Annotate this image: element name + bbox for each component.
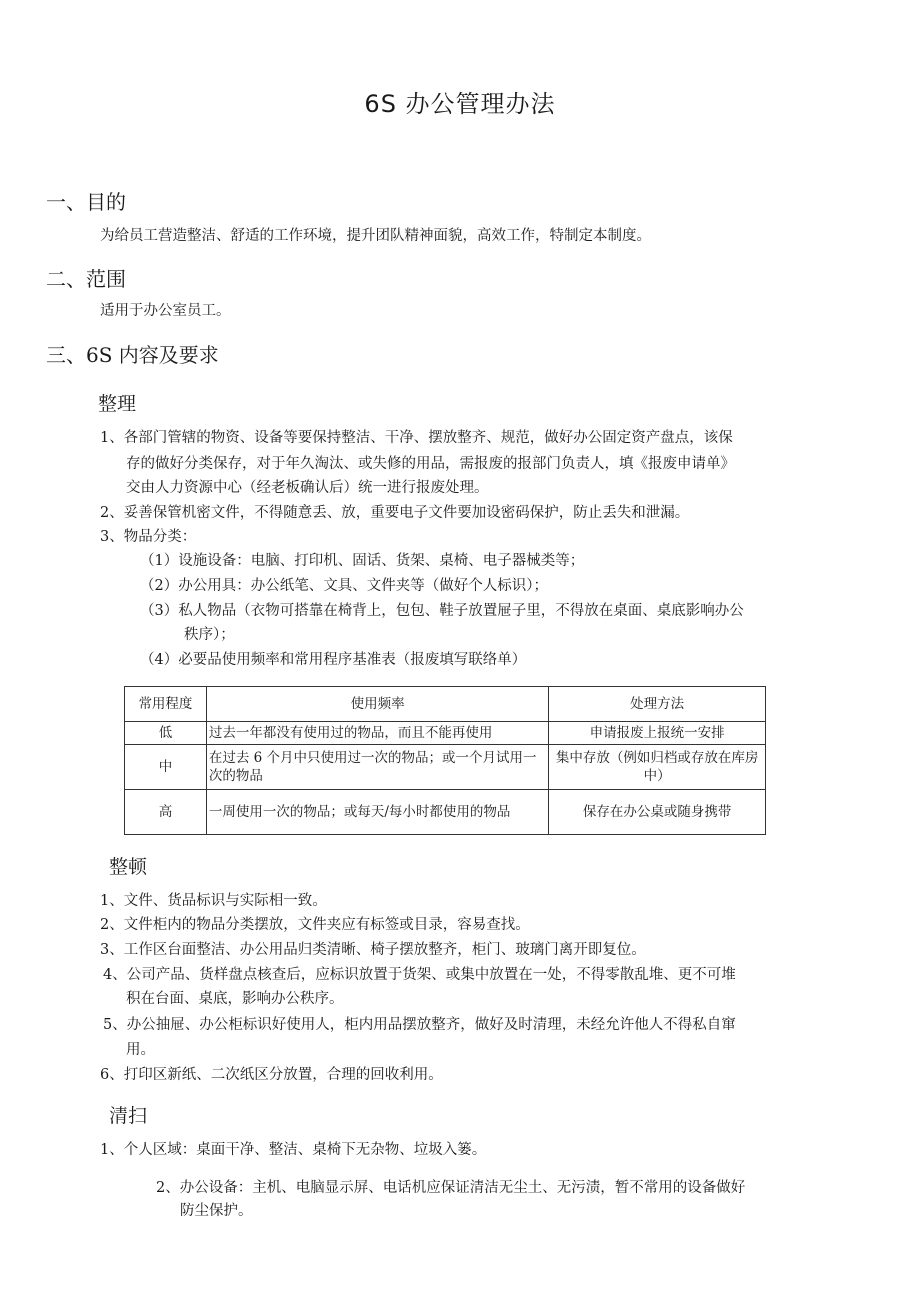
table-cell: 低 (125, 722, 207, 745)
table-cell: 保存在办公桌或随身携带 (549, 790, 766, 835)
seiri-item-3: 3、物品分类： (100, 529, 197, 545)
table-row (125, 722, 766, 745)
usage-frequency-table (124, 686, 766, 835)
seiton-item-4-line-1: 4、公司产品、货样盘点核查后，应标识放置于货架、或集中放置在一处，不得零散乱堆、更不可堆 (103, 967, 736, 983)
purpose-text: 为给员工营造整洁、舒适的工作环境，提升团队精神面貌，高效工作，特制定本制度。 (100, 228, 651, 244)
table-cell: 中 (125, 745, 207, 790)
subheading-seiri: 整理 (98, 393, 137, 415)
table-header-cell: 处理方法 (549, 687, 766, 722)
table-row (125, 745, 766, 790)
seiton-item-4-line-2: 积在台面、桌底，影响办公秩序。 (126, 991, 344, 1007)
table-header-cell: 常用程度 (125, 687, 207, 722)
seiton-item-5-line-2: 用。 (126, 1042, 155, 1058)
section-heading-scope: 二、范围 (46, 267, 126, 291)
seiri-item-1-line-3: 交由人力资源中心（经老板确认后）统一进行报废处理。 (126, 480, 489, 496)
table-cell: 集中存放（例如归档或存放在库房中） (549, 745, 766, 790)
seiri-sub-1: （1）设施设备：电脑、打印机、固话、货架、桌椅、电子器械类等； (140, 553, 585, 569)
seiton-item-5-line-1: 5、办公抽屉、办公柜标识好使用人，柜内用品摆放整齐，做好及时清理，未经允许他人不得私自窜 (103, 1017, 736, 1033)
seiri-item-1-line-2: 存的做好分类保存，对于年久淘汰、或失修的用品，需报废的报部门负责人，填《报废申请单》 (126, 456, 735, 472)
subheading-seiton: 整顿 (109, 856, 148, 878)
seiso-item-2-line-2: 防尘保护。 (180, 1203, 253, 1219)
table-cell: 在过去 6 个月中只使用过一次的物品；或一个月试用一次的物品 (206, 745, 548, 790)
seiri-item-1-line-1: 1、各部门管辖的物资、设备等要保持整洁、干净、摆放整齐、规范，做好办公固定资产盘点，该保 (100, 430, 733, 446)
seiri-sub-4: （4）必要品使用频率和常用程序基准表（报废填写联络单） (140, 652, 527, 668)
table-cell: 一周使用一次的物品；或每天/每小时都使用的物品 (206, 790, 548, 835)
seiso-item-2-line-1: 2、办公设备：主机、电脑显示屏、电话机应保证清洁无尘土、无污渍，暂不常用的设备做好 (156, 1180, 746, 1196)
section-heading-purpose: 一、目的 (46, 190, 126, 214)
table-cell: 申请报废上报统一安排 (549, 722, 766, 745)
table-header-row (125, 687, 766, 722)
seiton-item-2: 2、文件柜内的物品分类摆放，文件夹应有标签或目录，容易查找。 (100, 917, 530, 933)
seiso-item-1: 1、个人区域：桌面干净、整洁、桌椅下无杂物、垃圾入篓。 (100, 1142, 487, 1158)
seiri-sub-2: （2）办公用具：办公纸笔、文具、文件夹等（做好个人标识）； (140, 578, 548, 594)
subheading-seiso: 清扫 (109, 1105, 148, 1127)
table-header-cell: 使用频率 (206, 687, 548, 722)
seiri-item-2: 2、妥善保管机密文件，不得随意丢、放，重要电子文件要加设密码保护，防止丢失和泄漏。 (100, 505, 690, 521)
table-cell: 过去一年都没有使用过的物品，而且不能再使用 (206, 722, 548, 745)
seiton-item-6: 6、打印区新纸、二次纸区分放置，合理的回收利用。 (100, 1067, 443, 1083)
table-row (125, 790, 766, 835)
table-cell: 高 (125, 790, 207, 835)
seiton-item-3: 3、工作区台面整洁、办公用品归类清晰、椅子摆放整齐，柜门、玻璃门离开即复位。 (100, 942, 646, 958)
document-title: 6S 办公管理办法 (364, 90, 556, 118)
scope-text: 适用于办公室员工。 (100, 303, 231, 319)
seiri-sub-3-line-2: 秩序）； (184, 627, 235, 643)
seiton-item-1: 1、文件、货品标识与实际相一致。 (100, 893, 327, 909)
section-heading-content: 三、6S 内容及要求 (46, 343, 219, 367)
seiri-sub-3-line-1: （3）私人物品（衣物可搭靠在椅背上，包包、鞋子放置屉子里，不得放在桌面、桌底影响办公 (140, 603, 744, 619)
